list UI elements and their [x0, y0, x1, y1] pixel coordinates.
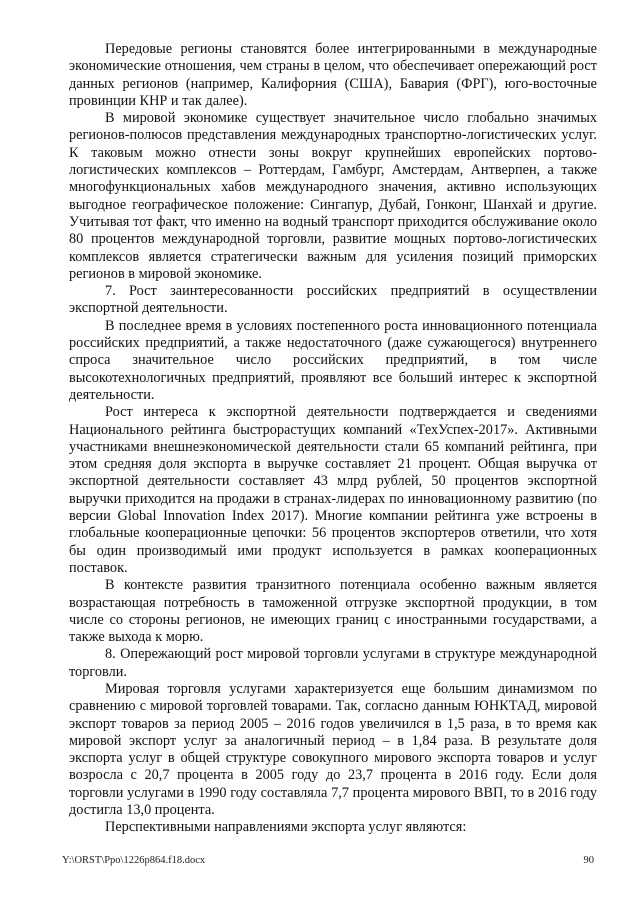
paragraph-logistics-poles: В мировой экономике существует значительное число глобально значимых регионов-полюсов представления международных транспортно-логистических услуг. К таковым можно отнести зоны вокруг крупнейших европейских портово-логистических комплексов – Роттердам, Гамбург, Амстердам, Антверпен, а также многофункциональных хабов международного значения, активно использующих выгодное географическое положение: Сингапур, Дубай, Гонконг, Шанхай и другие. Учитывая тот факт, что именно на водный транспорт приходится обслуживание около 80 процентов международной торговли, развитие мощных портово-логистических комплексов является стратегически важным для усиления позиций приморских регионов в мировой экономике. [69, 110, 597, 282]
paragraph-innovation-potential: В последнее время в условиях постепенного роста инновационного потенциала российских предприятий, а также недостаточного (даже сужающегося) внутреннего спроса значительное число российских предприятий, в том числе высокотехнологичных предприятий, проявляют все больший интерес к экспортной деятельности. [69, 317, 597, 403]
footer-file-path: Y:\ORST\Ppo\1226p864.f18.docx [62, 855, 206, 866]
paragraph-leading-regions: Передовые регионы становятся более интегрированными в международные экономические отношения, чем страны в целом, что обеспечивает опережающий рост данных регионов (например, Калифорния (США), Бавария (ФРГ), юго-восточные провинции КНР и так далее). [69, 41, 597, 109]
page-footer [62, 855, 594, 866]
document-page [69, 41, 597, 837]
footer-page-number: 90 [583, 855, 594, 866]
paragraph-item-7-heading: 7. Рост заинтересованности российских предприятий в осуществлении экспортной деятельности. [69, 283, 597, 317]
paragraph-item-8-heading: 8. Опережающий рост мировой торговли услугами в структуре международной торговли. [69, 646, 597, 680]
paragraph-export-directions: Перспективными направлениями экспорта услуг являются: [105, 819, 467, 836]
paragraph-techuspeh-rating: Рост интереса к экспортной деятельности подтверждается и сведениями Национального рейтинга быстрорастущих компаний «ТехУспех-2017». Активными участниками внешнеэкономической деятельности стали 65 компаний рейтинга, при этом средняя доля экспорта в выручке составляет 21 процент. Общая выручка от экспортной деятельности составляет 43 млрд рублей, 50 процентов экспортной выручки приходится на продажи в странах-лидерах по инновационному развитию (по версии Global Innovation Index 2017). Многие компании рейтинга уже встроены в глобальные кооперационные цепочки: 56 процентов экспортеров ответили, что хотя бы один производимый ими продукт используется в рамках кооперационных поставок. [69, 404, 597, 576]
paragraph-services-trade: Мировая торговля услугами характеризуется еще большим динамизмом по сравнению с мировой торговлей товарами. Так, согласно данным ЮНКТАД, мировой экспорт товаров за период 2005 – 2016 годов увеличился в 1,5 раза, в то время как мировой экспорт услуг за аналогичный период – в 1,84 раза. В результате доля экспорта услуг в общей структуре совокупного мирового экспорта товаров и услуг возросла с 20,7 процента в 2005 году до 23,7 процента в 2016 году. Если доля торговли услугами в 1990 году составляла 7,7 процента мирового ВВП, то в 2016 году достигла 13,0 процента. [69, 680, 597, 819]
paragraph-transit-potential: В контексте развития транзитного потенциала особенно важным является возрастающая потребность в таможенной отгрузке экспортной продукции, в том числе со стороны регионов, не имеющих границ с иностранными государствами, а также выхода к морю. [69, 577, 597, 646]
